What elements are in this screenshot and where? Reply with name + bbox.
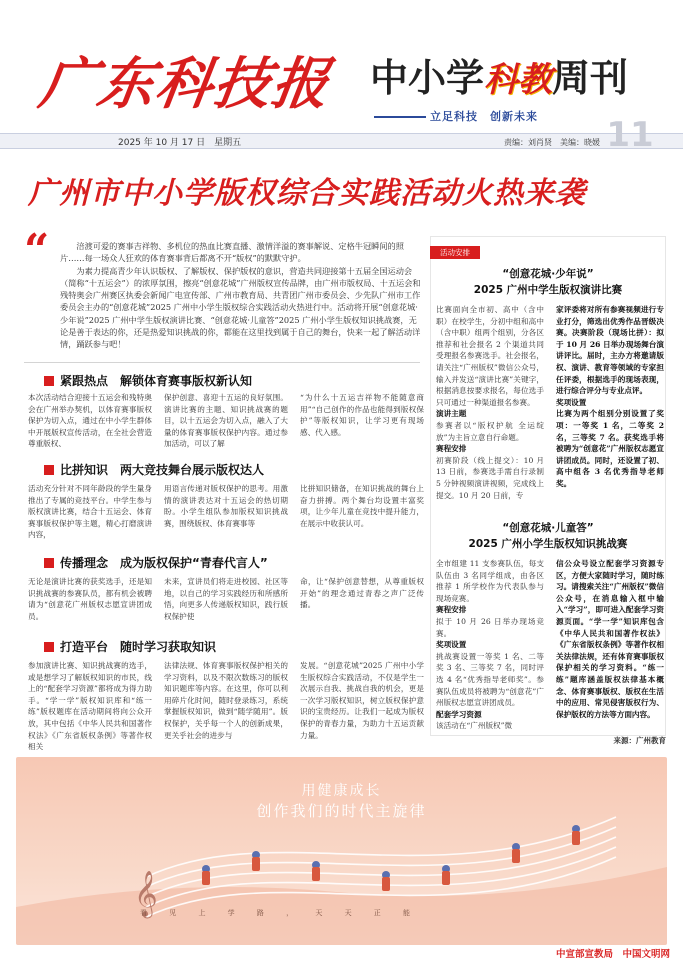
poster-line-1: 用健康成长	[301, 783, 382, 799]
section-2-title	[44, 461, 424, 479]
section-3-col-1: 无论是演讲比赛的获奖选手，还是知识挑战赛的参赛队员，都有机会被聘请为“创意花广州版权志愿宣讲团成员。	[28, 577, 152, 621]
section-2-col-2: 用语言传递对版权保护的思考。用激情的演讲表达对十五运会的热切期盼。小学生组队参加版权知识挑战赛，围绕版权、体育赛事等	[164, 484, 288, 528]
section-4-col-1: 参加演讲比赛、知识挑战赛的选手，或是想学习了解版权知识的市民，线上的“配套学习资源”都将成为得力助手。“学一学”版权知识库和“练一练”版权题库在活动期间将向公众开放，其中包括《中华人民共和国著作权法》《广东省版权条例》等著作权相关	[28, 661, 152, 752]
section-4-col-2: 法律法规、体育赛事版权保护相关的学习资料，以及不限次数练习的版权知识题库等内容。在这里，你可以利用碎片化时间，随时登录练习，系统掌握版权知识，做到“随学随用”。版权保护，关乎每一个人的创新成果，更关乎社会的进步与	[164, 661, 288, 740]
section-3-col-3: 命，让“保护创意替想，从尊重版权开始”的理念通过青春之声广泛传播。	[300, 577, 424, 610]
slogan: 立足科技 创新未来	[430, 110, 538, 123]
event-2-text-a3: 挑战赛设置一等奖 1 名、二等奖 3 名、三等奖 7 名，同时评选 4 名“优秀指导老师奖”。参赛队伍成员将被聘为“创意花”广州版权志愿宣讲团成员。	[436, 651, 544, 708]
title-pre: 中小学	[370, 56, 485, 100]
section-marker-icon	[44, 642, 54, 652]
title-post: 周刊	[552, 56, 629, 100]
section-1-body	[28, 392, 424, 448]
section-3-title-text: 传播理念 成为版权保护“青春代言人”	[60, 556, 268, 570]
section-3-body	[28, 576, 424, 624]
intro-p2: 为素力提高青少年认识版权、了解版权、保护版权的意识，营造共同迎接第十五届全国运动会（简称“十五运会”）的浓厚氛围，擦亮“创意花城”广州版权宣传品牌，由广州市版权局、十五运会和残特奥会广州赛区执委会新闻广电宣传部、广州市教育局、共青团广州市委员会、少先队广州市工作委员会主办的“创意花城”2025 广州中小学生版权综合实践活动火热进行中。活动将开展“创意花城·少年说”2025 广州中学生版权演讲比赛、“创意花城·儿童答”2025 广州小学生版权知识挑战赛，无论是善于表达的你，还是热爱知识挑战的你，都能在这里找到属于自己的舞台，快来一起了解活动详情，踊跃参与吧！	[60, 265, 421, 350]
event-1-heading-2: 赛程安排	[436, 444, 467, 454]
event-schedule-tag: 活动安排	[430, 246, 480, 259]
poster-line-3: 看 见 上 学 路 ， 天 天 正 能	[140, 909, 421, 917]
event-2-subtitle: 2025 广州小学生版权知识挑战赛	[468, 538, 628, 550]
event-2-body	[436, 558, 664, 732]
section-marker-icon	[44, 465, 54, 475]
intro-text	[60, 240, 422, 372]
section-1-col-3: “为什么十五运吉祥物不能随意商用”“自己创作的作品也能得到版权保护”等版权知识，让学习更有现场感、代入感。	[300, 393, 424, 437]
weekly-title	[370, 52, 670, 104]
divider	[24, 362, 420, 363]
event-2-text-a: 全市组建 11 支参赛队伍，每支队伍由 3 名同学组成，由各区推荐 1 所学校作为代表队参与现场竞赛。	[436, 559, 544, 603]
section-3-col-2: 未来，宣讲员们将走进校园、社区等地，以自己的学习实践经历和所感所悟，向更多人传递版权知识，践行版权保护使	[164, 577, 288, 621]
section-1-title-text: 紧跟热点 解锁体育赛事版权新认知	[60, 374, 253, 388]
section-1-col-1: 本次活动结合迎接十五运会和残特奥会在广州举办契机，以体育赛事版权保护为切入点，通过在中小学生群体中开展版权宣传活动，在全社会营造尊重版权、	[28, 393, 152, 448]
section-marker-icon	[44, 558, 54, 568]
event-2-heading-3: 配套学习资源	[436, 709, 482, 719]
section-4-title-text: 打造平台 随时学习获取知识	[60, 640, 217, 654]
event-1-text-b2: 比赛为两个组别分别设置了奖项：一等奖 1 名，二等奖 2 名，三等奖 7 名。获奖选手将被聘为“创意花”广州版权志愿宣讲团成员。同时，还设置了初、高中组各 3 名优秀指导老师奖。	[556, 409, 664, 488]
masthead-logo: 广东科技报	[35, 51, 335, 117]
event-1-heading-1: 演讲主题	[436, 409, 467, 419]
section-4-body	[28, 660, 424, 754]
section-2-col-1: 活动充分针对不同年龄段的学生量身推出了专属的竞技平台。中学生参与版权演讲比赛，结合十五运会、体育赛事版权保护等主题，精心打磨演讲内容，	[28, 484, 152, 540]
source-credit: 来源：广州教育	[613, 736, 666, 745]
event-1-heading-3: 奖项设置	[556, 397, 587, 407]
editors: 责编：刘肖贤 美编：晓媛	[504, 138, 600, 147]
section-2-col-3: 比拼知识储备，在知识挑战的舞台上奋力拼搏。两个舞台均设置丰富奖项，让少年儿童在竞技中提升能力，在展示中收获认可。	[300, 484, 424, 528]
section-marker-icon	[44, 376, 54, 386]
event-2-title: “创意花城·儿童答”	[502, 522, 594, 534]
issue-date: 2025 年 10 月 17 日 星期五	[118, 138, 242, 148]
event-1-text-b: 家评委将对所有参赛视频进行专业打分，筛选出优秀作品晋级决赛。决赛阶段（现场比拼）：拟于 10 月 26 日举办现场舞台演讲评比。届时，主办方将邀请版权、演讲、教育等领域的专家担任评委，根据选手的现场表现，进行综合评分与专业点评。	[556, 305, 664, 396]
main-headline: 广州市中小学版权综合实践活动火热来袭	[28, 176, 586, 211]
event-2-col-a	[436, 558, 544, 732]
event-1-text-a2: 参赛者以“版权护航 全运绽放”为主旨立意自行命题。	[436, 420, 544, 442]
poster-footer: 中宣部宣教局 中国文明网	[555, 949, 670, 960]
event-1-text-a3: 初赛阶段（线上提交）：10 月 13 日前，参赛选手需自行录制 5 分钟视频演讲视频，完成线上提交。10 月 20 日前，专	[436, 455, 544, 500]
event-2-text-a2: 拟于 10 月 26 日举办现场竞赛。	[436, 616, 544, 638]
poster-line-2: 创作我们的时代主旋律	[256, 802, 427, 820]
section-2-body	[28, 483, 424, 541]
section-1-col-2: 保护创意、喜迎十五运的良好氛围。演讲比赛的主题、知识挑战赛的题目，以十五运会为切入点，融入了大量的体育赛事版权保护内容。通过参加活动，可以了解	[164, 393, 288, 448]
event-1-subtitle: 2025 广州中学生版权演讲比赛	[473, 284, 623, 296]
intro-p1: 涪渡可爱的赛事吉祥物、多机位的热血比赛直播、激情洋溢的赛事解说、定格牛冠瞬间的照片……每一场众人狂欢的体育赛事背后都离不开“版权”的默默守护。	[60, 241, 404, 264]
section-2-title-text: 比拼知识 两大竞技舞台展示版权达人	[60, 463, 265, 477]
section-4-col-3: 发展。“创意花城”2025 广州中小学生版权综合实践活动，不仅是学生一次展示自我、挑战自我的机会，更是一次学习版权知识，树立版权保护意识的宝贵经历。让我们一起成为版权保护的青春力量，为助力十五运贡献力量。	[300, 661, 424, 740]
event-1-body	[436, 304, 664, 516]
event-1-col-a	[436, 304, 544, 516]
section-1-title	[44, 372, 424, 390]
slogan-rule	[374, 116, 426, 118]
event-2-heading-2: 奖项设置	[436, 640, 467, 650]
page-number: 11	[606, 115, 654, 155]
section-3-title	[44, 554, 424, 572]
event-2-text-b: 信公众号设立配套学习资源专区，方便大家随时学习，随时练习。请搜索关注“广州版权”微信公众号，在消息输入框中输入“学习”，即可进入配套学习资源页面。“学一学”知识库包含《中华人民共和国著作权法》《广东省版权条例》等著作权相关法律法规，还有体育赛事版权保护相关的学习资料。“练一练”题库涵盖版权法律基本概念、体育赛事版权、版权在生活中的应用、常见侵害版权行为、保护版权的方法等方面内容。	[556, 559, 664, 719]
treble-clef-icon: 𝄞	[134, 871, 158, 917]
event-1-title: “创意花城·少年说”	[502, 268, 594, 280]
event-1-text-a: 比赛面向全市初、高中（含中职）在校学生，分初中组和高中（含中职）组两个组别，分各区推荐和社会报名 2 个渠道共同受理报名参赛选手。社会报名，请关注“广州版权”微信公众号，输入并发送“演讲比赛”关键字，根据消息按要求报名，每位选手只可通过一种渠道报名参赛。	[436, 305, 544, 407]
section-4-title	[44, 638, 424, 656]
event-1-col-b	[556, 304, 664, 516]
title-kejiao: 科教	[484, 60, 553, 100]
event-2-heading-1: 赛程安排	[436, 605, 467, 615]
event-2-col-b	[556, 558, 664, 732]
quote-mark-icon: “	[24, 225, 50, 276]
event-2-text-a4: 该活动在“广州版权”微	[436, 721, 513, 731]
